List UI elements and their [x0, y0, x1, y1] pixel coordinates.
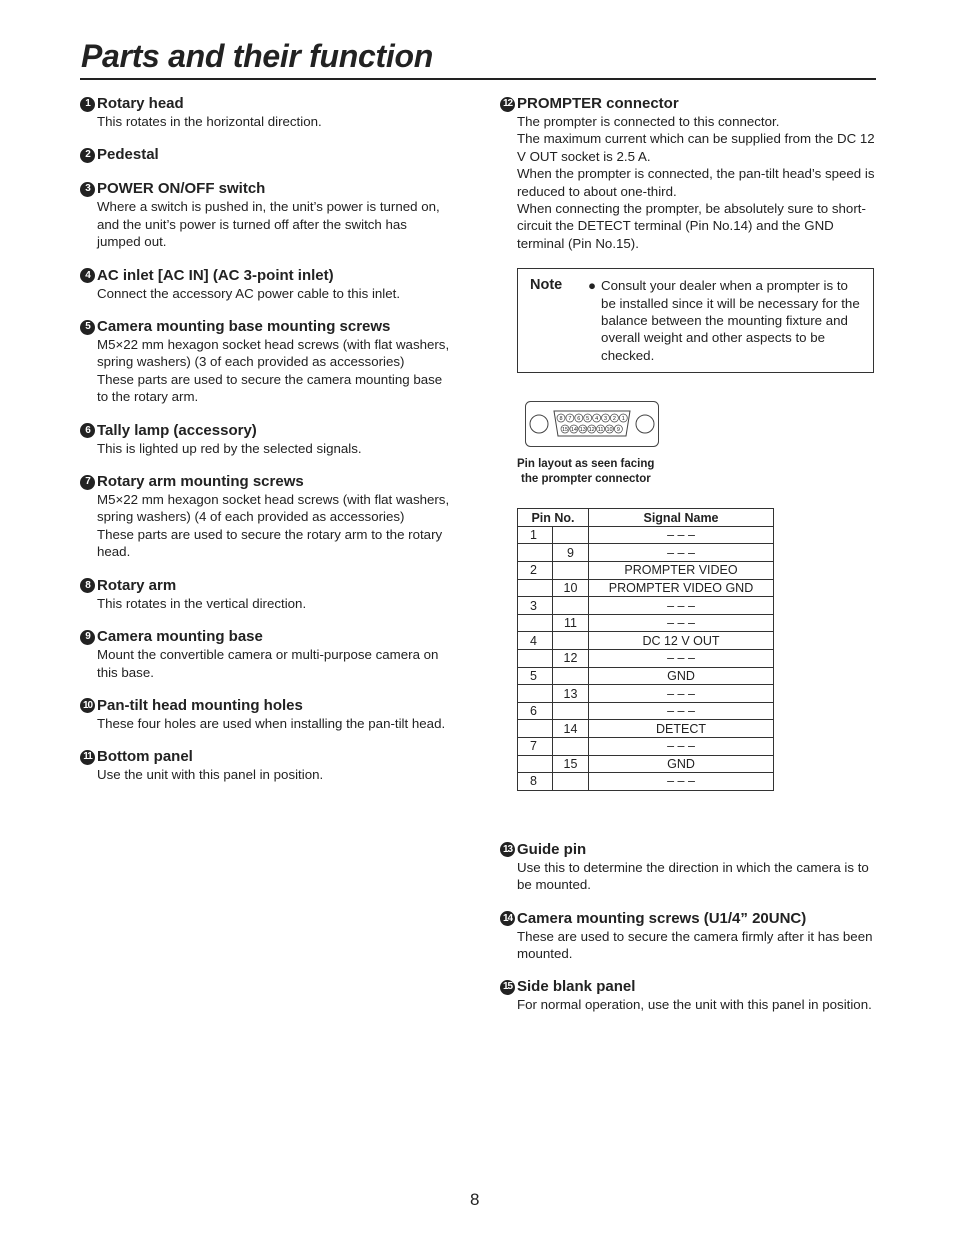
pin-label: 12	[588, 427, 595, 434]
item-text: These parts are used to secure the camera mounting base to the rotary arm.	[97, 371, 443, 405]
item-text: These four holes are used when installing the pan-tilt head.	[97, 715, 446, 731]
item-number-badge: 2	[80, 148, 95, 163]
item-heading: Rotary arm	[97, 576, 177, 594]
page-number: 8	[470, 1190, 480, 1209]
item-heading: AC inlet [AC IN] (AC 3-point inlet)	[97, 266, 334, 284]
table-cell: 12	[553, 650, 589, 668]
table-cell	[553, 632, 589, 650]
item-number-badge: 13	[500, 842, 515, 857]
item-text: This rotates in the vertical direction.	[97, 595, 307, 611]
table-cell	[553, 702, 589, 720]
pin-label: 5	[586, 416, 590, 423]
table-cell	[553, 562, 589, 580]
item-text: Where a switch is pushed in, the unit’s power is turned on, and the unit’s power is turned off after the switch has jumped out.	[97, 199, 440, 250]
table-row	[518, 544, 774, 562]
note-label: Note	[530, 277, 563, 294]
pin-label: 2	[612, 416, 616, 423]
table-cell	[553, 526, 589, 544]
pin-label: 14	[570, 427, 577, 434]
pin-label: 4	[595, 416, 599, 423]
item-number-badge: 11	[80, 750, 95, 765]
table-cell	[518, 755, 553, 773]
item-number-badge: 1	[80, 97, 95, 112]
pin-label: 3	[603, 416, 608, 423]
table-row	[518, 614, 774, 632]
item-text: The maximum current which can be supplied from the DC 12 V OUT socket is 2.5 A.	[517, 131, 875, 164]
list-item	[80, 422, 452, 457]
item-heading: Camera mounting base mounting screws	[97, 318, 391, 336]
table-cell: DETECT	[589, 720, 774, 738]
item-number-badge: 10	[80, 698, 95, 713]
item-text: This rotates in the horizontal direction.	[97, 114, 322, 129]
table-row	[518, 720, 774, 738]
pin-label: 7	[568, 416, 572, 423]
item-heading: POWER ON/OFF switch	[97, 180, 266, 198]
list-item	[80, 473, 452, 561]
table-cell	[518, 544, 553, 562]
item-number-badge: 5	[80, 320, 95, 335]
item-text: These are used to secure the camera firmly after it has been mounted.	[517, 928, 873, 961]
table-cell: – – –	[589, 526, 774, 544]
table-row	[518, 632, 774, 650]
item-text: This is lighted up red by the selected signals.	[97, 440, 362, 456]
item-heading: Rotary head	[97, 95, 184, 112]
item-text: When connecting the prompter, be absolutely sure to short-circuit the DETECT terminal (Pin No.14) and the GND terminal (Pin No.15).	[517, 201, 866, 251]
list-item	[80, 577, 452, 612]
item-text: Use the unit with this panel in position.	[97, 767, 324, 783]
item-number-badge: 6	[80, 423, 95, 438]
table-cell: 1	[518, 526, 553, 544]
list-item	[80, 267, 452, 302]
item-number-badge: 14	[500, 911, 515, 926]
table-cell	[553, 597, 589, 615]
connector-diagram	[525, 401, 659, 447]
table-cell: – – –	[589, 614, 774, 632]
note-box	[517, 268, 874, 373]
table-cell: 6	[518, 702, 553, 720]
item-heading: Pan-tilt head mounting holes	[97, 696, 303, 714]
table-cell	[553, 773, 589, 791]
pin-label: 6	[577, 416, 581, 423]
list-item	[500, 910, 878, 963]
table-row	[518, 526, 774, 544]
item-number-badge: 7	[80, 475, 95, 490]
table-row	[518, 650, 774, 668]
table-row	[518, 773, 774, 791]
table-cell: – – –	[589, 773, 774, 791]
table-row	[518, 579, 774, 597]
table-cell: 14	[553, 720, 589, 738]
item-heading: Guide pin	[517, 840, 587, 858]
pin-label: 1	[621, 416, 625, 423]
table-cell: DC 12 V OUT	[589, 632, 774, 650]
connector-caption	[517, 457, 878, 486]
item-text: M5×22 mm hexagon socket head screws (with flat washers, spring washers) (4 of each provided as accessories)	[97, 492, 450, 525]
item-heading: Tally lamp (accessory)	[97, 421, 257, 439]
table-cell: GND	[589, 755, 774, 773]
table-cell	[518, 650, 553, 668]
item-text: Connect the accessory AC power cable to this inlet.	[97, 285, 401, 301]
item-number-badge: 3	[80, 182, 95, 197]
list-item	[80, 95, 452, 130]
item-text: When the prompter is connected, the pan-tilt head’s speed is reduced to about one-third.	[517, 166, 875, 199]
table-cell	[518, 685, 553, 703]
item-text: M5×22 mm hexagon socket head screws (with flat washers, spring washers) (3 of each provided as accessories)	[97, 337, 450, 370]
table-cell: 13	[553, 685, 589, 703]
item-number-badge: 12	[500, 97, 515, 112]
table-row	[518, 685, 774, 703]
item-number-badge: 8	[80, 578, 95, 593]
list-item	[500, 841, 878, 894]
item-text: The prompter is connected to this connector.	[517, 114, 780, 129]
table-cell: 3	[518, 597, 553, 615]
pin-table	[517, 508, 774, 791]
pin-label: 9	[616, 427, 620, 434]
list-item	[80, 748, 452, 783]
item-text: These parts are used to secure the rotary arm to the rotary head.	[97, 526, 443, 560]
list-item	[80, 180, 452, 250]
item-number-badge: 4	[80, 268, 95, 283]
caption-line: Pin layout as seen facing	[517, 458, 655, 471]
item-number-badge: 9	[80, 630, 95, 645]
table-cell: – – –	[589, 597, 774, 615]
table-cell: 15	[553, 755, 589, 773]
item-number-badge: 15	[500, 980, 515, 995]
d-sub-connector-icon	[525, 401, 659, 447]
table-row	[518, 738, 774, 756]
table-row	[518, 702, 774, 720]
table-cell: PROMPTER VIDEO GND	[589, 579, 774, 597]
table-cell: 7	[518, 738, 553, 756]
table-cell: GND	[589, 667, 774, 685]
note-text: Consult your dealer when a prompter is to be installed since it will be necessary for the balance between the mounting fixture and overall weight and other aspects to be checked.	[601, 278, 860, 363]
right-column	[500, 95, 878, 1030]
title-rule	[80, 78, 876, 80]
item-text: For normal operation, use the unit with this panel in position.	[517, 997, 872, 1013]
list-item	[500, 978, 878, 1013]
pin-label: 11	[597, 427, 604, 434]
table-cell: PROMPTER VIDEO	[589, 562, 774, 580]
table-row	[518, 597, 774, 615]
table-cell: – – –	[589, 685, 774, 703]
table-cell	[553, 667, 589, 685]
caption-line: the prompter connector	[521, 472, 651, 485]
table-cell: 11	[553, 614, 589, 632]
page-title: Parts and their function	[81, 38, 433, 74]
item-heading: Pedestal	[97, 146, 159, 164]
item-heading: Bottom panel	[97, 748, 193, 766]
item-heading: Camera mounting base	[97, 628, 263, 646]
table-cell: 8	[518, 773, 553, 791]
table-cell	[518, 579, 553, 597]
list-item	[80, 628, 452, 681]
list-item	[80, 146, 452, 164]
right-lower-items	[500, 841, 878, 1014]
list-item	[80, 318, 452, 406]
table-cell: 2	[518, 562, 553, 580]
list-item	[80, 697, 452, 732]
bullet-icon: ●	[588, 278, 597, 294]
pin-label: 13	[579, 427, 586, 434]
table-cell: 4	[518, 632, 553, 650]
table-cell	[518, 614, 553, 632]
item-heading: Camera mounting screws (U1/4” 20UNC)	[517, 909, 807, 927]
left-column	[80, 95, 452, 800]
table-row	[518, 562, 774, 580]
table-cell: 10	[553, 579, 589, 597]
item-text: Mount the convertible camera or multi-purpose camera on this base.	[97, 647, 439, 680]
table-row	[518, 755, 774, 773]
item-prompter-connector	[500, 95, 878, 252]
table-row	[518, 667, 774, 685]
item-heading: Side blank panel	[517, 978, 636, 996]
table-cell: 5	[518, 667, 553, 685]
table-cell: 9	[553, 544, 589, 562]
item-heading: PROMPTER connector	[517, 95, 679, 112]
pin-label: 8	[559, 416, 563, 423]
table-cell: – – –	[589, 702, 774, 720]
table-cell	[553, 738, 589, 756]
pin-label: 15	[561, 427, 569, 434]
table-cell: – – –	[589, 650, 774, 668]
item-text: Use this to determine the direction in which the camera is to be mounted.	[517, 859, 869, 893]
table-header-signal: Signal Name	[589, 509, 774, 527]
table-cell	[518, 720, 553, 738]
table-cell: – – –	[589, 544, 774, 562]
table-header-pin: Pin No.	[518, 509, 589, 527]
item-heading: Rotary arm mounting screws	[97, 473, 304, 491]
pin-label: 10	[606, 427, 613, 434]
table-cell: – – –	[589, 738, 774, 756]
